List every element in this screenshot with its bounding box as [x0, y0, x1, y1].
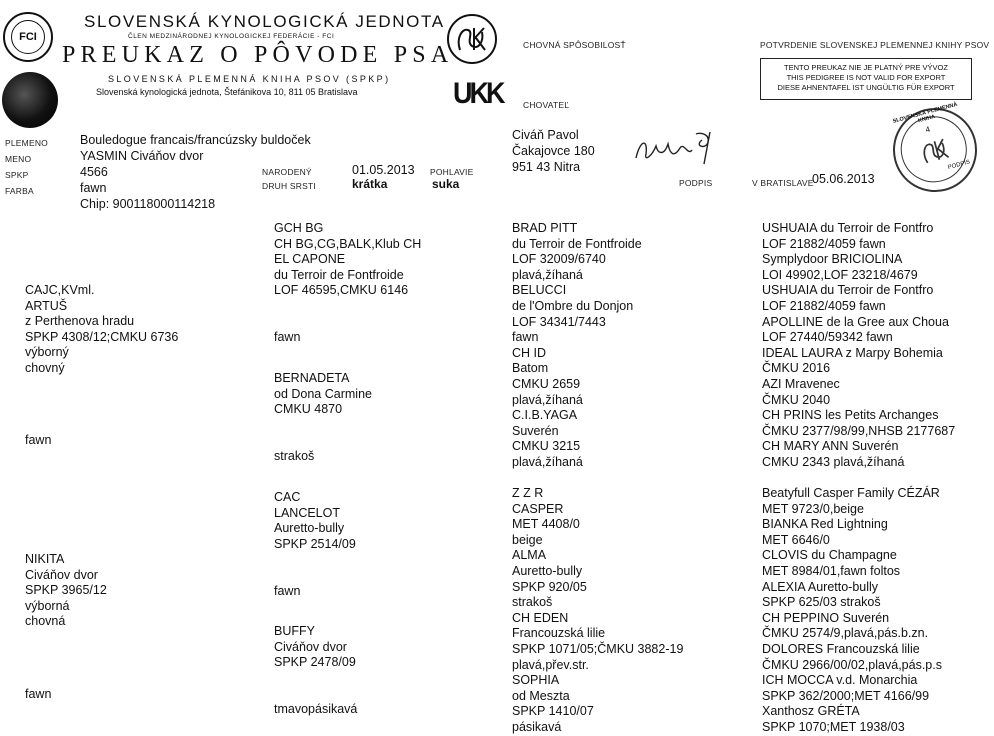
- gen3-line: LOF 32009/6740: [512, 252, 606, 267]
- gen3-line: CASPER: [512, 501, 564, 516]
- notice-line: DIESE AHNENTAFEL IST UNGÜLTIG FÜR EXPORT: [777, 83, 955, 92]
- gen4-line: Beatyfull Casper Family CÉZÁR: [762, 486, 940, 501]
- place-label: V BRATISLAVE: [752, 178, 814, 188]
- gen1-dam-line: NIKITA: [25, 552, 65, 566]
- gen3-line: strakoš: [512, 595, 553, 610]
- gen4-line: CMKU 2343 plavá,žíhaná: [762, 454, 905, 469]
- gen4-line: ČMKU 2966/00/02,plavá,pás.p.s: [762, 657, 942, 672]
- gen1-sire-color: fawn: [25, 433, 52, 447]
- gen1-dam-line: SPKP 3965/12: [25, 583, 107, 598]
- gen3-line: od Meszta: [512, 688, 570, 703]
- gen4-line: CH PRINS les Petits Archanges: [762, 408, 939, 423]
- gen3-line: CMKU 3215: [512, 439, 581, 454]
- gen3-line: CMKU 2659: [512, 376, 581, 391]
- gen2-line: [274, 299, 421, 315]
- org-name: SLOVENSKÁ KYNOLOGICKÁ JEDNOTA: [84, 12, 445, 31]
- gen2-line: [274, 671, 357, 687]
- gen3-line: LOF 34341/7443: [512, 314, 606, 329]
- gen4-line: IDEAL LAURA z Marpy Bohemia: [762, 345, 943, 360]
- gen2-line: SPKP 2514/09: [274, 536, 356, 551]
- owner-name: Civáň Pavol: [512, 128, 579, 142]
- document-title: PREUKAZ O PÔVODE PSA: [62, 42, 454, 68]
- gen3-line: du Terroir de Fontfroide: [512, 236, 642, 251]
- gen3-line: ALMA: [512, 548, 547, 563]
- sex-label: POHLAVIE: [430, 167, 474, 177]
- born-value: 01.05.2013: [352, 163, 415, 177]
- gen4-line: CH MARY ANN Suverén: [762, 439, 899, 454]
- gen4-line: MET 9723/0,beige: [762, 501, 864, 516]
- gen4-line: CLOVIS du Champagne: [762, 548, 897, 563]
- fci-logo-text: FCI: [19, 31, 37, 43]
- spkp-value: 4566: [80, 165, 108, 179]
- gen2-block-1: [274, 221, 421, 346]
- gen3-line: Auretto-bully: [512, 564, 583, 579]
- breeding-fitness-label: CHOVNÁ SPÔSOBILOSŤ: [523, 40, 626, 50]
- export-notice: [760, 58, 972, 100]
- gen1-sire-line: CAJC,KVml.: [25, 283, 95, 297]
- gen2-line: od Dona Carmine: [274, 386, 372, 401]
- gen4-line: ČMKU 2040: [762, 392, 831, 407]
- gen4-line: ČMKU 2377/98/99,NHSB 2177687: [762, 423, 956, 438]
- gen4-line: LOF 27440/59342 fawn: [762, 330, 893, 345]
- gen1-sire-line: z Perthenova hradu: [25, 314, 135, 329]
- gen3-line: SOPHIA: [512, 673, 560, 688]
- gen3-line: plavá,žíhaná: [512, 267, 583, 282]
- gen2-block-4: [274, 624, 357, 718]
- gen2-line: CAC: [274, 490, 301, 504]
- gen3-line: SPKP 1410/07: [512, 704, 594, 719]
- gen2-line: EL CAPONE: [274, 252, 346, 267]
- gen2-line: BERNADETA: [274, 371, 350, 385]
- gen2-line: [274, 686, 357, 702]
- color-value: fawn: [80, 181, 107, 195]
- coat-label: DRUH SRSTI: [262, 181, 316, 191]
- gen4-line: APOLLINE de la Gree aux Choua: [762, 314, 949, 329]
- breeder-label: CHOVATEĽ: [523, 100, 570, 110]
- gen1-dam: [25, 552, 107, 630]
- gen2-line: fawn: [274, 330, 301, 345]
- gen3-line: plavá,žíhaná: [512, 392, 583, 407]
- owner-city: 951 43 Nitra: [512, 160, 581, 174]
- gen4-line: SPKP 625/03 strakoš: [762, 595, 881, 610]
- org-subtitle: ČLEN MEDZINÁRODNEJ KYNOLOGICKEJ FEDERÁCIE - FCI: [128, 33, 335, 40]
- notice-line: TENTO PREUKAZ NIE JE PLATNÝ PRE VÝVOZ: [784, 63, 948, 72]
- gen4-line: ICH MOCCA v.d. Monarchia: [762, 673, 918, 688]
- gen4-line: DOLORES Francouzská lilie: [762, 642, 920, 657]
- gen2-line: Civáňov dvor: [274, 639, 347, 654]
- gen4-line: Xanthosz GRÉTA: [762, 704, 860, 719]
- registry-seal: [884, 99, 987, 202]
- skj-logo: [447, 14, 497, 64]
- issue-date: 05.06.2013: [812, 172, 875, 186]
- gen3-line: fawn: [512, 330, 539, 345]
- gen1-sire-line: chovný: [25, 360, 65, 375]
- gen4-line: LOF 21882/4059 fawn: [762, 236, 886, 251]
- gen2-line: [274, 418, 372, 434]
- gen3-line: SPKP 920/05: [512, 579, 587, 594]
- gen3-line: Z Z R: [512, 486, 544, 501]
- seal-number: 4: [924, 124, 932, 135]
- gen2-line: SPKP 2478/09: [274, 655, 356, 670]
- skj-emblem-icon: [454, 24, 490, 54]
- gen2-line: GCH BG: [274, 221, 324, 235]
- gen3-line: MET 4408/0: [512, 517, 580, 532]
- gen4-line: ALEXIA Auretto-bully: [762, 579, 879, 594]
- gen2-line: [274, 552, 356, 568]
- gen2-line: BUFFY: [274, 624, 315, 638]
- gen3-line: BRAD PITT: [512, 221, 578, 235]
- gen4-line: SPKP 1070;MET 1938/03: [762, 720, 905, 734]
- gen1-dam-line: Civáňov dvor: [25, 567, 98, 582]
- color-label: FARBA: [5, 186, 34, 196]
- gen4-line: LOF 21882/4059 fawn: [762, 298, 886, 313]
- gen3-line: [512, 471, 683, 487]
- name-value: YASMIN Civáňov dvor: [80, 149, 204, 163]
- registry-name: SLOVENSKÁ PLEMENNÁ KNIHA PSOV (SPKP): [108, 74, 391, 84]
- gen1-sire-line: výborný: [25, 345, 69, 360]
- gen3-line: Suverén: [512, 423, 559, 438]
- gen3-line: beige: [512, 532, 543, 547]
- gen1-sire: [25, 283, 178, 377]
- gen2-line: strakoš: [274, 448, 315, 463]
- gen3-line: Francouzská lilie: [512, 626, 606, 641]
- gen1-dam-color: fawn: [25, 687, 52, 701]
- gen4-column: [762, 221, 955, 736]
- name-label: MENO: [5, 154, 32, 164]
- gen2-line: [274, 433, 372, 449]
- gen2-line: LANCELOT: [274, 505, 340, 520]
- breed-value: Bouledogue francais/francúzsky buldoček: [80, 133, 311, 147]
- gen2-block-2: [274, 371, 372, 465]
- gen1-sire-line: ARTUŠ: [25, 298, 68, 313]
- gen4-line: ČMKU 2016: [762, 361, 831, 376]
- gen1-dam-line: chovná: [25, 614, 66, 629]
- gen3-line: BELUCCI: [512, 283, 567, 298]
- gen3-line: pásikavá: [512, 720, 562, 734]
- gen3-line: plavá,přev.str.: [512, 657, 589, 672]
- gen4-line: USHUAIA du Terroir de Fontfro: [762, 221, 934, 235]
- gen3-line: C.I.B.YAGA: [512, 408, 578, 423]
- hologram-stamp: [2, 72, 58, 128]
- gen2-line: LOF 46595,CMKU 6146: [274, 283, 409, 298]
- gen3-line: Batom: [512, 361, 549, 376]
- gen2-line: [274, 568, 356, 584]
- gen4-line: SPKP 362/2000;MET 4166/99: [762, 688, 930, 703]
- gen2-line: Auretto-bully: [274, 521, 345, 536]
- owner-street: Čakajovce 180: [512, 144, 595, 158]
- gen4-line: USHUAIA du Terroir de Fontfro: [762, 283, 934, 298]
- gen4-line: ČMKU 2574/9,plavá,pás.b.zn.: [762, 626, 929, 641]
- gen3-line: CH ID: [512, 345, 547, 360]
- notice-line: THIS PEDIGREE IS NOT VALID FOR EXPORT: [786, 73, 946, 82]
- breed-label: PLEMENO: [5, 138, 48, 148]
- spkp-label: SPKP: [5, 170, 29, 180]
- gen2-line: fawn: [274, 583, 301, 598]
- gen3-line: SPKP 1071/05;ČMKU 3882-19: [512, 642, 684, 657]
- gen1-dam-line: výborná: [25, 598, 70, 613]
- chip-value: Chip: 900118000114218: [80, 197, 216, 211]
- fci-logo: [3, 12, 53, 62]
- registry-address: Slovenská kynologická jednota, Štefánikova 10, 811 05 Bratislava: [96, 87, 358, 97]
- gen4-line: Symplydoor BRICIOLINA: [762, 252, 903, 267]
- gen4-line: [762, 471, 955, 487]
- confirmation-label: POTVRDENIE SLOVENSKEJ PLEMENNEJ KNIHY PSOV: [760, 40, 990, 50]
- gen4-line: MET 6646/0: [762, 532, 830, 547]
- seal-sign-label: PODPIS: [947, 159, 971, 172]
- gen3-line: CH EDEN: [512, 610, 569, 625]
- gen3-line: de l'Ombre du Donjon: [512, 298, 634, 313]
- gen2-line: tmavopásikavá: [274, 701, 358, 716]
- gen3-column: [512, 221, 683, 736]
- gen2-line: CMKU 4870: [274, 402, 343, 417]
- gen2-line: du Terroir de Fontfroide: [274, 267, 404, 282]
- gen2-block-3: [274, 490, 356, 599]
- born-label: NARODENÝ: [262, 167, 312, 177]
- owner-signature: [630, 128, 725, 168]
- seal-text: SLOVENSKÁ PLEMENNÁ KNIHA: [892, 101, 959, 125]
- gen4-line: AZI Mravenec: [762, 376, 840, 391]
- coat-value: krátka: [352, 177, 388, 191]
- gen1-sire-line: SPKP 4308/12;CMKU 6736: [25, 329, 179, 344]
- signature-label: PODPIS: [679, 178, 713, 188]
- gen2-line: CH BG,CG,BALK,Klub CH: [274, 236, 422, 251]
- ukk-logo: UKK: [453, 76, 503, 110]
- gen4-line: LOI 49902,LOF 23218/4679: [762, 267, 918, 282]
- gen3-line: plavá,žíhaná: [512, 454, 583, 469]
- gen4-line: BIANKA Red Lightning: [762, 517, 888, 532]
- gen4-line: MET 8984/01,fawn foltos: [762, 564, 901, 579]
- gen2-line: [274, 315, 421, 331]
- gen4-line: CH PEPPINO Suverén: [762, 610, 890, 625]
- sex-value: suka: [432, 177, 460, 191]
